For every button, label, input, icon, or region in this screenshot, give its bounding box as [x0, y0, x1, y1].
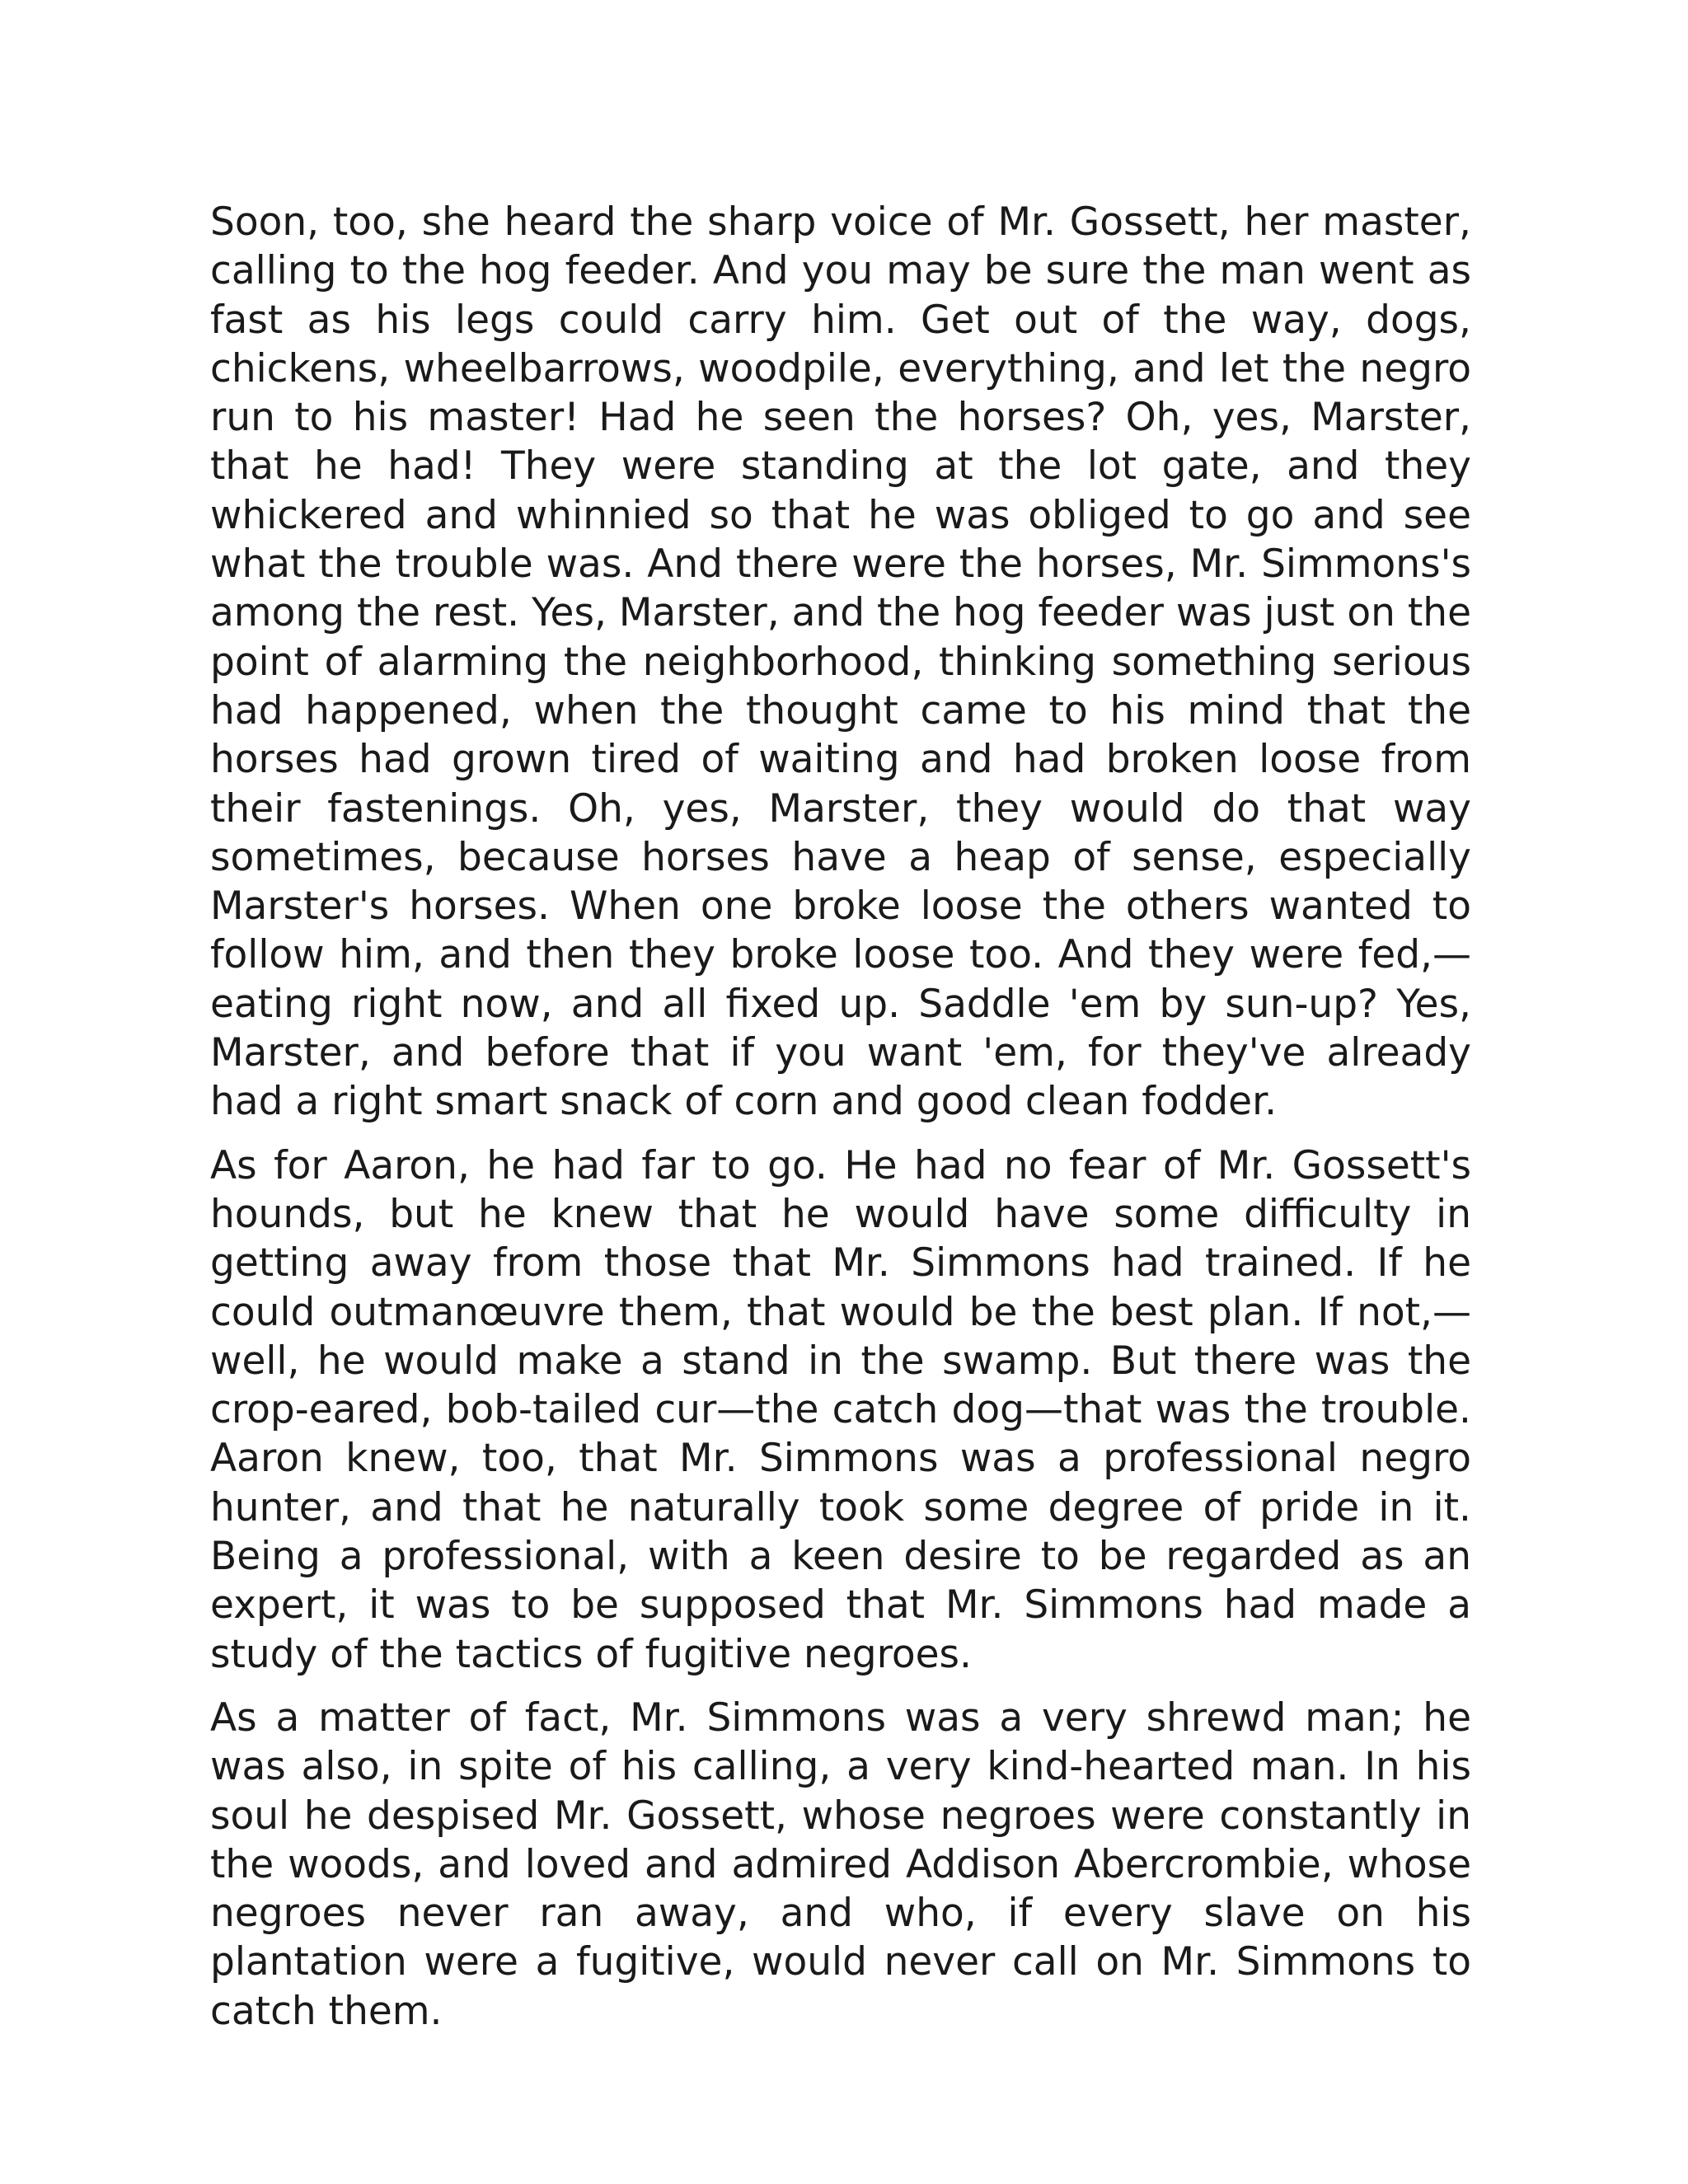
document-page	[210, 198, 1471, 2050]
paragraph-1: Soon, too, she heard the sharp voice of Mr. Gossett, her master, calling to the hog feeder. And you may be sure the man went as fast as his legs could carry him. Get out of the way, dogs, chickens, wheelbarrows, woodpile, everything, and let the negro run to his master! Had he seen the horses? Oh, yes, Marster, that he had! They were standing at the lot gate, and they whickered and whinnied so that he was obliged to go and see what the trouble was. And there were the horses, Mr. Simmons's among the rest. Yes, Marster, and the hog feeder was just on the point of alarming the neighborhood, thinking something serious had happened, when the thought came to his mind that the horses had grown tired of waiting and had broken loose from their fastenings. Oh, yes, Marster, they would do that way sometimes, because horses have a heap of sense, especially Marster's horses. When one broke loose the others wanted to follow him, and then they broke loose too. And they were fed,—eating right now, and all fixed up. Saddle 'em by sun-up? Yes, Marster, and before that if you want 'em, for they've already had a right smart snack of corn and good clean fodder.	[210, 199, 1471, 1125]
paragraph-2: As for Aaron, he had far to go. He had no fear of Mr. Gossett's hounds, but he knew that he would have some difficulty in getting away from those that Mr. Simmons had trained. If he could outmanœuvre them, that would be the best plan. If not,—well, he would make a stand in the swamp. But there was the crop-eared, bob-tailed cur—the catch dog—that was the trouble. Aaron knew, too, that Mr. Simmons was a professional negro hunter, and that he naturally took some degree of pride in it. Being a professional, with a keen desire to be regarded as an expert, it was to be supposed that Mr. Simmons had made a study of the tactics of fugitive negroes.	[210, 1142, 1471, 1677]
paragraph-3: As a matter of fact, Mr. Simmons was a very shrewd man; he was also, in spite of his calling, a very kind-hearted man. In his soul he despised Mr. Gossett, whose negroes were constantly in the woods, and loved and admired Addison Abercrombie, whose negroes never ran away, and who, if every slave on his plantation were a fugitive, would never call on Mr. Simmons to catch them.	[210, 1694, 1471, 2034]
